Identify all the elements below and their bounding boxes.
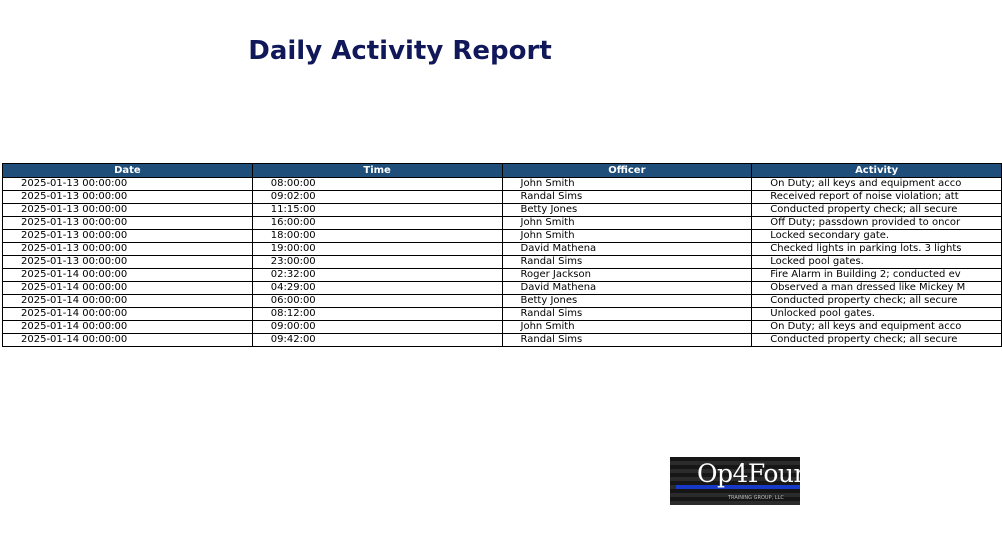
activity-cell: On Duty; all keys and equipment acco: [752, 321, 1002, 334]
activity-table-container: [2, 163, 966, 347]
date-cell: 2025-01-14 00:00:00: [3, 282, 253, 295]
officer-cell: Randal Sims: [502, 256, 752, 269]
logo-brand-text: Op4Four: [697, 459, 805, 488]
time-cell: 08:00:00: [252, 178, 502, 191]
activity-cell: Off Duty; passdown provided to oncor: [752, 217, 1002, 230]
time-cell: 09:02:00: [252, 191, 502, 204]
table-row: [3, 230, 1002, 243]
date-cell: 2025-01-13 00:00:00: [3, 191, 253, 204]
activity-cell: Locked secondary gate.: [752, 230, 1002, 243]
date-cell: 2025-01-13 00:00:00: [3, 178, 253, 191]
column-header-date: Date: [3, 164, 253, 178]
officer-cell: John Smith: [502, 321, 752, 334]
date-cell: 2025-01-13 00:00:00: [3, 217, 253, 230]
officer-cell: David Mathena: [502, 282, 752, 295]
table-row: [3, 295, 1002, 308]
activity-cell: Observed a man dressed like Mickey M: [752, 282, 1002, 295]
time-cell: 02:32:00: [252, 269, 502, 282]
table-row: [3, 178, 1002, 191]
table-row: [3, 256, 1002, 269]
column-header-time: Time: [252, 164, 502, 178]
time-cell: 18:00:00: [252, 230, 502, 243]
officer-cell: Betty Jones: [502, 204, 752, 217]
date-cell: 2025-01-13 00:00:00: [3, 230, 253, 243]
officer-cell: John Smith: [502, 178, 752, 191]
activity-cell: Conducted property check; all secure: [752, 334, 1002, 347]
table-row: [3, 191, 1002, 204]
time-cell: 23:00:00: [252, 256, 502, 269]
column-header-officer: Officer: [502, 164, 752, 178]
logo-subtitle: TRAINING GROUP, LLC: [728, 495, 784, 501]
time-cell: 16:00:00: [252, 217, 502, 230]
officer-cell: Roger Jackson: [502, 269, 752, 282]
time-cell: 09:42:00: [252, 334, 502, 347]
activity-cell: Checked lights in parking lots. 3 lights: [752, 243, 1002, 256]
time-cell: 06:00:00: [252, 295, 502, 308]
time-cell: 19:00:00: [252, 243, 502, 256]
table-header-row: [3, 164, 1002, 178]
table-body: [3, 178, 1002, 347]
activity-cell: Locked pool gates.: [752, 256, 1002, 269]
time-cell: 09:00:00: [252, 321, 502, 334]
activity-cell: Received report of noise violation; att: [752, 191, 1002, 204]
company-logo: [670, 457, 805, 505]
date-cell: 2025-01-14 00:00:00: [3, 321, 253, 334]
officer-cell: Randal Sims: [502, 191, 752, 204]
date-cell: 2025-01-13 00:00:00: [3, 204, 253, 217]
table-row: [3, 308, 1002, 321]
table-row: [3, 334, 1002, 347]
activity-cell: Fire Alarm in Building 2; conducted ev: [752, 269, 1002, 282]
table-row: [3, 269, 1002, 282]
report-title: Daily Activity Report: [248, 36, 552, 66]
date-cell: 2025-01-14 00:00:00: [3, 308, 253, 321]
table-row: [3, 243, 1002, 256]
activity-cell: On Duty; all keys and equipment acco: [752, 178, 1002, 191]
table-row: [3, 217, 1002, 230]
date-cell: 2025-01-14 00:00:00: [3, 269, 253, 282]
time-cell: 04:29:00: [252, 282, 502, 295]
time-cell: 11:15:00: [252, 204, 502, 217]
officer-cell: Randal Sims: [502, 308, 752, 321]
table-row: [3, 282, 1002, 295]
table-row: [3, 204, 1002, 217]
date-cell: 2025-01-13 00:00:00: [3, 256, 253, 269]
activity-cell: Conducted property check; all secure: [752, 295, 1002, 308]
officer-cell: Betty Jones: [502, 295, 752, 308]
activity-cell: Conducted property check; all secure: [752, 204, 1002, 217]
officer-cell: Randal Sims: [502, 334, 752, 347]
table-row: [3, 321, 1002, 334]
date-cell: 2025-01-14 00:00:00: [3, 334, 253, 347]
officer-cell: John Smith: [502, 230, 752, 243]
column-header-activity: Activity: [752, 164, 1002, 178]
activity-cell: Unlocked pool gates.: [752, 308, 1002, 321]
date-cell: 2025-01-14 00:00:00: [3, 295, 253, 308]
time-cell: 08:12:00: [252, 308, 502, 321]
date-cell: 2025-01-13 00:00:00: [3, 243, 253, 256]
officer-cell: David Mathena: [502, 243, 752, 256]
activity-table: [2, 163, 1002, 347]
officer-cell: John Smith: [502, 217, 752, 230]
